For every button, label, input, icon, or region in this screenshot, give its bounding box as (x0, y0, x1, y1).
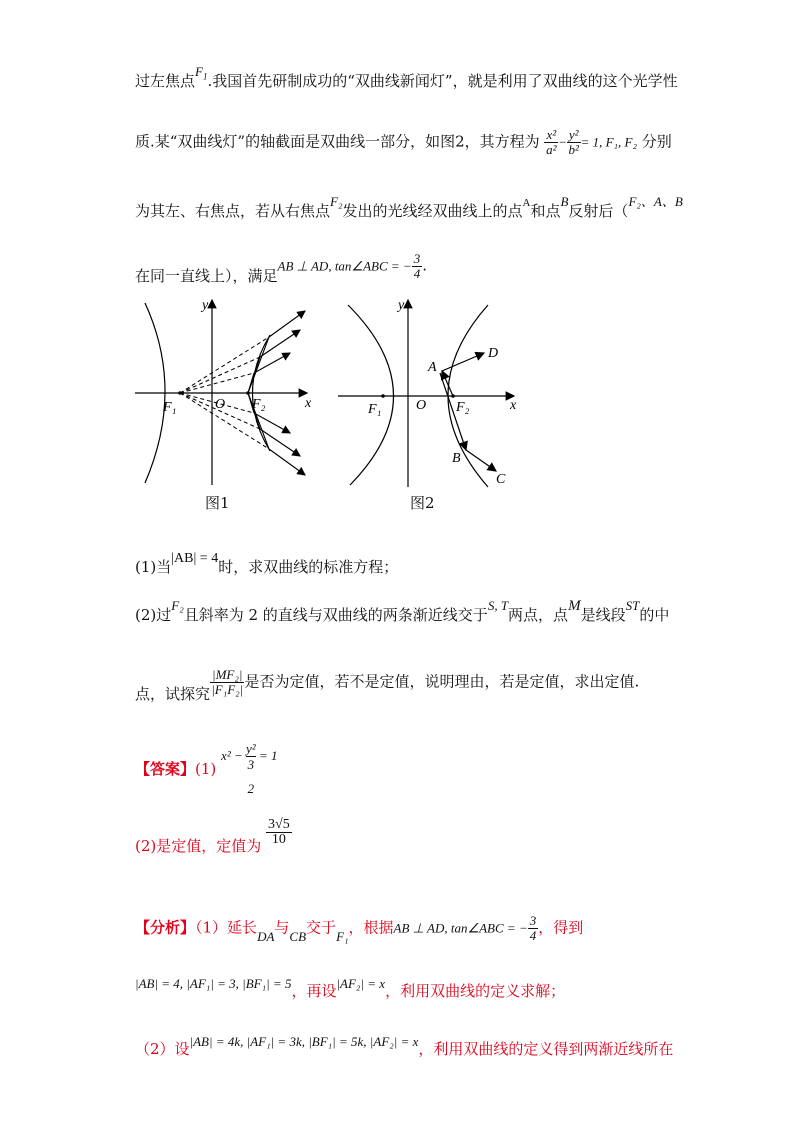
fraction-3-4: $\frac{3}{4}$ (529, 913, 537, 943)
answer-line-2 (135, 817, 292, 855)
text: 且斜率为 2 的直线与双曲线的两条渐近线交于 (183, 606, 488, 624)
label-C: C (496, 472, 506, 487)
figure-1 (135, 295, 325, 490)
text: 点，试探究 (135, 684, 211, 703)
text-line-2 (135, 128, 672, 157)
label-F2: F₂ (252, 397, 266, 412)
answer-part-2: (2)是定值，定值为 (135, 836, 262, 855)
text: ，根据 (348, 918, 394, 937)
fraction-x2-a2: $\frac{\text{x²}}{\text{a²}}$ (546, 127, 557, 157)
analysis-label: 【分析】 (135, 918, 196, 937)
math-ST-segment: ST (625, 598, 640, 613)
figure-2 (338, 295, 528, 490)
label-F1: F₁ (163, 400, 177, 415)
figure-1-caption: 图1 (205, 494, 230, 512)
text: 交于 (306, 918, 337, 937)
label-F1: F₁ (368, 402, 382, 417)
text: .我国首先研制成功的“双曲线新闻灯”，就是利用了双曲线的这个光学性 (207, 72, 678, 90)
label-y: y (202, 298, 209, 313)
text-line-1 (135, 64, 678, 92)
text: 和点 (530, 202, 561, 220)
text-line-4 (135, 251, 427, 285)
math-CB: CB (289, 928, 307, 944)
label-O: O (215, 397, 226, 412)
text: （2）设 (135, 1040, 190, 1058)
math-abs-AB: |AB| = 4 (171, 551, 219, 566)
math-lengths: |AB| = 4, |AF₁| = 3, |BF₁| = 5 (135, 976, 292, 991)
fraction-answer-value: $\frac{3√5}{10}$ (268, 817, 290, 847)
text: 在同一直线上），满足 (135, 266, 278, 285)
text: 过左焦点 (135, 72, 196, 90)
text: 为其左、右焦点，若从右焦点 (135, 202, 331, 220)
text: (2)过 (135, 606, 172, 624)
text: 的中 (639, 606, 670, 624)
minus-sign: − (558, 134, 567, 150)
math-ST: S, T (487, 598, 509, 613)
label-O: O (416, 398, 427, 413)
math-F2AB: F₂、A、B (628, 194, 683, 209)
math-F1: F₁ (336, 928, 349, 944)
text: 时，求双曲线的标准方程； (218, 558, 399, 576)
fraction-y2-b2: $\frac{\text{y²}}{\text{b²}}$ (568, 127, 579, 157)
fraction-MF2-F1F2: $\frac{\text{|MF₂|}}{\text{|F₁F₂|}}$ (211, 667, 244, 697)
figure-2-caption: 图2 (410, 494, 435, 512)
label-A: A (428, 360, 437, 375)
text: (1)当 (135, 558, 172, 576)
question-1 (135, 551, 399, 577)
text: ，利用双曲线的定义求解； (385, 982, 566, 1000)
analysis-line-2 (135, 972, 566, 1000)
text: 发出的光线经双曲线上的点 (342, 202, 523, 220)
label-x: x (510, 398, 517, 413)
label-y: y (398, 298, 405, 313)
math-F2: F₂ (171, 598, 184, 613)
left-branch (348, 305, 394, 485)
math-M: M (568, 598, 581, 614)
answer-line-1 (135, 742, 277, 799)
label-F2: F₂ (456, 400, 470, 415)
math-lengths-k: |AB| = 4k, |AF₁| = 3k, |BF₁| = 5k, |AF₂| = x (189, 1034, 419, 1049)
text: ，再设 (291, 982, 337, 1000)
text: 是线段 (580, 606, 626, 624)
math-DA: DA (257, 928, 275, 944)
question-2-line-2 (135, 667, 640, 703)
text: 反射后（ (568, 202, 629, 220)
equation-rhs: = 1, F₁, F₂ (580, 134, 638, 150)
label-D: D (488, 346, 499, 361)
math-A: A (522, 197, 531, 209)
analysis-line-3 (135, 1030, 674, 1058)
answer-equation: x² − y² 3 2 = 1 (221, 741, 278, 796)
text: 与 (274, 918, 290, 937)
analysis-line-1 (135, 914, 583, 943)
text: （1）延长 (195, 918, 258, 937)
question-2-line-1 (135, 598, 670, 625)
text: 两点，点 (508, 606, 569, 624)
label-x: x (305, 396, 312, 411)
text: ，利用双曲线的定义得到两渐近线所在 (418, 1040, 674, 1058)
text: 分别 (641, 132, 672, 151)
math-B: B (560, 194, 569, 209)
math-F2: F₂ (330, 194, 343, 209)
text: 是否为定值，若不是定值，说明理由，若是定值，求出定值. (244, 672, 640, 691)
answer-label: 【答案】 (135, 760, 196, 778)
fraction-3-4: $\frac{3}{4}$ (413, 251, 421, 281)
text-line-3 (135, 194, 683, 221)
text: 质.某“双曲线灯”的轴截面是双曲线一部分，如图2，其方程为 (135, 132, 540, 151)
math-AF2: |AF₂| = x (336, 976, 386, 991)
math-condition: AB ⊥ AD, tan∠ABC = − (393, 920, 528, 936)
label-B: B (452, 451, 461, 466)
math-F1: $F_1$ (195, 64, 208, 82)
math-condition: AB ⊥ AD, tan∠ABC = − (277, 258, 412, 274)
text: ，得到 (538, 918, 584, 937)
answer-part-1: (1) (195, 760, 217, 778)
period: . (422, 256, 427, 275)
